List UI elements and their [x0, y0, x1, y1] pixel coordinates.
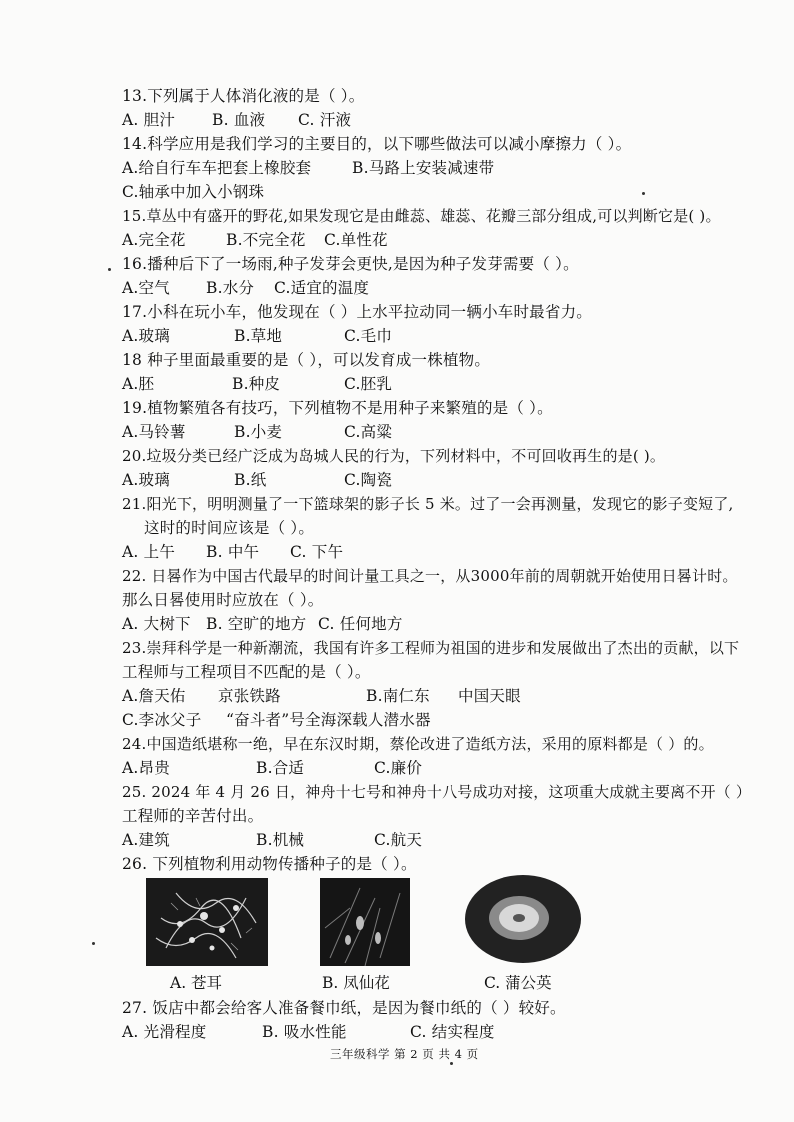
option-c: C.胚乳: [344, 375, 393, 393]
option-c: C.李冰父子: [122, 711, 202, 729]
question-14-option-c: C.轴承中加入小钢珠: [122, 183, 265, 201]
question-26-stem: 26. 下列植物利用动物传播种子的是（ ）。: [122, 855, 417, 873]
option-b: B.水分: [206, 279, 255, 297]
scan-speck: [450, 1062, 453, 1065]
option-c: C.航天: [374, 831, 423, 849]
option-b: B.南仁东: [366, 687, 430, 705]
option-a: A.玻璃: [122, 327, 170, 345]
option-c: C.高粱: [344, 423, 393, 441]
option-a: A.昂贵: [122, 759, 170, 777]
option-a: A.玻璃: [122, 471, 170, 489]
option-b: B. 空旷的地方: [206, 615, 307, 633]
scan-speck: [642, 192, 645, 195]
option-c: C.适宜的温度: [274, 279, 370, 297]
option-a: A.詹天佑: [122, 687, 186, 705]
option-a-project: 京张铁路: [218, 687, 281, 705]
option-b: B.合适: [256, 759, 305, 777]
scan-speck: [108, 268, 111, 271]
option-c: C.廉价: [374, 759, 423, 777]
option-a: A.空气: [122, 279, 170, 297]
dandelion-photo: [464, 874, 582, 964]
option-c: C.陶瓷: [344, 471, 393, 489]
option-c: C.单性花: [324, 231, 388, 249]
question-25-stem-cont: 工程师的辛苦付出。: [122, 807, 264, 825]
option-b: B.机械: [256, 831, 305, 849]
question-14-stem: 14.科学应用是我们学习的主要目的，以下哪些做法可以减小摩擦力（ ）。: [122, 135, 632, 153]
option-b-project: 中国天眼: [458, 687, 521, 705]
option-c-project: “奋斗者”号全海深载人潜水器: [226, 711, 431, 729]
caption-b: B. 凤仙花: [322, 974, 390, 992]
question-20-stem: 20.垃圾分类已经广泛成为岛城人民的行为，下列材料中，不可回收再生的是( )。: [122, 447, 666, 465]
caption-a: A. 苍耳: [170, 974, 223, 992]
question-25-stem: 25. 2024 年 4 月 26 日，神舟十七号和神舟十八号成功对接，这项重大成就主要离不开（ ）: [122, 783, 752, 801]
question-22-stem-cont: 那么日晷使用时应放在（ ）。: [122, 591, 324, 609]
option-a: A.给自行车车把套上橡胶套: [122, 159, 312, 177]
option-b: B.马路上安装减速带: [352, 159, 495, 177]
impatiens-photo: [320, 878, 410, 966]
cocklebur-photo: [146, 878, 268, 966]
option-c: C. 汗液: [298, 111, 352, 129]
question-15-stem: 15.草丛中有盛开的野花,如果发现它是由雌蕊、雄蕊、花瓣三部分组成,可以判断它是( )。: [122, 207, 721, 225]
question-17-stem: 17.小科在玩小车，他发现在（ ）上水平拉动同一辆小车时最省力。: [122, 303, 592, 321]
caption-c: C. 蒲公英: [484, 974, 552, 992]
question-19-stem: 19.植物繁殖各有技巧，下列植物不是用种子来繁殖的是（ ）。: [122, 399, 553, 417]
page-footer: 三年级科学 第 2 页 共 4 页: [330, 1047, 479, 1061]
option-a: A.建筑: [122, 831, 170, 849]
option-c: C. 任何地方: [318, 615, 403, 633]
option-c: C.毛巾: [344, 327, 393, 345]
option-a: A. 光滑程度: [122, 1023, 207, 1041]
question-23-stem-cont: 工程师与工程项目不匹配的是（ ）。: [122, 663, 371, 681]
option-a: A. 上午: [122, 543, 176, 561]
option-c: C. 结实程度: [410, 1023, 495, 1041]
option-b: B.小麦: [234, 423, 283, 441]
option-b: B. 中午: [206, 543, 260, 561]
option-a: A.胚: [122, 375, 155, 393]
option-a: A. 大树下: [122, 615, 191, 633]
question-21-stem-cont: 这时的时间应该是（ ）。: [144, 519, 315, 537]
option-a: A. 胆汁: [122, 111, 176, 129]
option-a: A.马铃薯: [122, 423, 186, 441]
question-13-stem: 13.下列属于人体消化液的是（ ）。: [122, 87, 365, 105]
question-21-stem: 21.阳光下，明明测量了一下篮球架的影子长 5 米。过了一会再测量，发现它的影子变短了,: [122, 495, 734, 513]
option-b: B.草地: [234, 327, 283, 345]
option-c: C. 下午: [290, 543, 344, 561]
question-23-stem: 23.崇拜科学是一种新潮流，我国有许多工程师为祖国的进步和发展做出了杰出的贡献，以下: [122, 639, 740, 657]
scan-speck: [92, 942, 95, 945]
option-b: B. 吸水性能: [262, 1023, 347, 1041]
question-27-stem: 27. 饭店中都会给客人准备餐巾纸，是因为餐巾纸的（ ）较好。: [122, 999, 566, 1017]
option-b: B.纸: [234, 471, 267, 489]
question-24-stem: 24.中国造纸堪称一绝，早在东汉时期，蔡伦改进了造纸方法，采用的原料都是（ ）的。: [122, 735, 714, 753]
option-b: B. 血液: [212, 111, 266, 129]
question-22-stem: 22. 日晷作为中国古代最早的时间计量工具之一，从3000年前的周朝就开始使用日晷计时。: [122, 567, 738, 585]
question-18-stem: 18 种子里面最重要的是（ ），可以发育成一株植物。: [122, 351, 491, 369]
option-b: B.种皮: [232, 375, 281, 393]
option-a: A.完全花: [122, 231, 186, 249]
question-16-stem: 16.播种后下了一场雨,种子发芽会更快,是因为种子发芽需要（ ）。: [122, 255, 579, 273]
option-b: B.不完全花: [226, 231, 306, 249]
